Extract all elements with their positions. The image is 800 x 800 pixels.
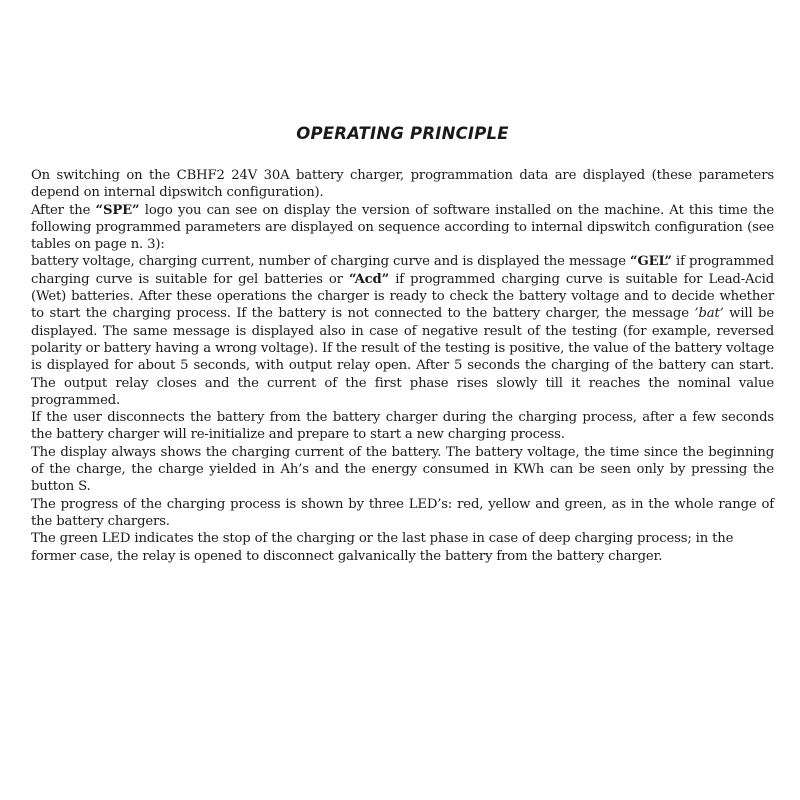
gel-keyword: “GEL” [630, 254, 672, 270]
paragraph-text: The progress of the charging process is shown by three LED’s: red, yellow and green, as in the whole range of the battery chargers. [31, 496, 774, 529]
paragraph-display [31, 444, 774, 496]
paragraph-disconnect [31, 409, 774, 444]
paragraph-text: After the [31, 202, 96, 218]
page-title: OPERATING PRINCIPLE [296, 124, 509, 143]
paragraph-spe-logo [31, 202, 774, 254]
paragraph-startup [31, 167, 774, 202]
bat-message: ’bat’ [694, 306, 724, 322]
paragraph-leds [31, 496, 774, 531]
document-page [31, 124, 774, 565]
paragraph-text: The green LED indicates the stop of the charging or the last phase in case of deep charging process; in the former case, the relay is opened to disconnect galvanically the battery from the battery charger. [31, 531, 734, 564]
paragraph-text: if programmed charging curve is suitable for gel batteries or [31, 254, 774, 287]
paragraph-text: logo you can see on display the version of software installed on the machine. At this time the following programmed parameters are displayed on sequence according to internal dipswitch configuration (see tables on page n. 3): [31, 202, 775, 253]
paragraph-parameters [31, 253, 774, 409]
paragraph-text: If the user disconnects the battery from the battery charger during the charging process, after a few seconds the battery charger will re-initialize and prepare to start a new charging process. [31, 410, 774, 443]
paragraph-text: will be displayed. The same message is displayed also in case of negative result of the testing (for example, reversed polarity or battery having a wrong voltage). If the result of the testing is positive, the value of the battery voltage is displayed for about 5 seconds, with output relay open. After 5 seconds the charging of the battery can start. The output relay closes and the current of the first phase rises slowly till it reaches the nominal value programmed. [31, 306, 775, 408]
paragraph-text: The display always shows the charging current of the battery. The battery voltage, the time since the beginning of the charge, the charge yielded in Ah’s and the energy consumed in KWh can be seen only by pressing the button S. [31, 444, 774, 495]
spe-keyword: “SPE” [95, 202, 140, 218]
paragraph-text: On switching on the CBHF2 24V 30A battery charger, programmation data are displayed (these parameters depend on internal dipswitch configuration). [31, 168, 774, 201]
paragraph-green-led [31, 530, 774, 565]
paragraph-text: if programmed charging curve is suitable for Lead-Acid (Wet) batteries. After these operations the charger is ready to check the battery voltage and to decide whether to start the charging process. If the battery is not connected to the battery charger, the message [31, 271, 774, 322]
paragraph-text: battery voltage, charging current, number of charging curve and is displayed the message [31, 254, 631, 270]
acd-keyword: “Acd” [348, 271, 390, 287]
